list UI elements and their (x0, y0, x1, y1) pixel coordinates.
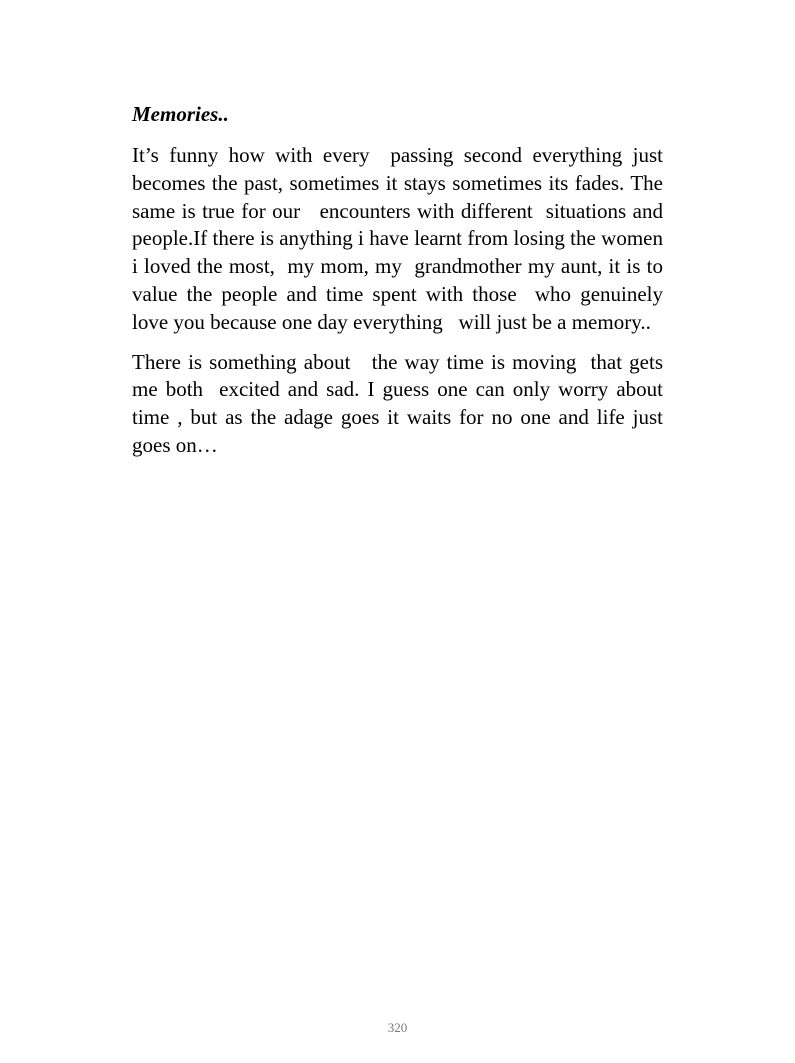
page-content (132, 100, 674, 472)
paragraph-1: It’s funny how with every passing second everything just becomes the past, sometimes it stays sometimes its fades. The same is true for our encounters with different situations and people.If there is anything i have learnt from losing the women i loved the most, my mom, my grandmother my aunt, it is to value the people and time spent with those who genuinely love you because one day everything will just be a memory.. (132, 143, 674, 334)
paragraph-2: There is something about the way time is moving that gets me both excited and sad. I guess one can only worry about time , but as the adage goes it waits for no one and life just goes on… (132, 349, 669, 457)
page-number: 320 (387, 1020, 408, 1035)
page-title: Memories.. (132, 102, 229, 126)
